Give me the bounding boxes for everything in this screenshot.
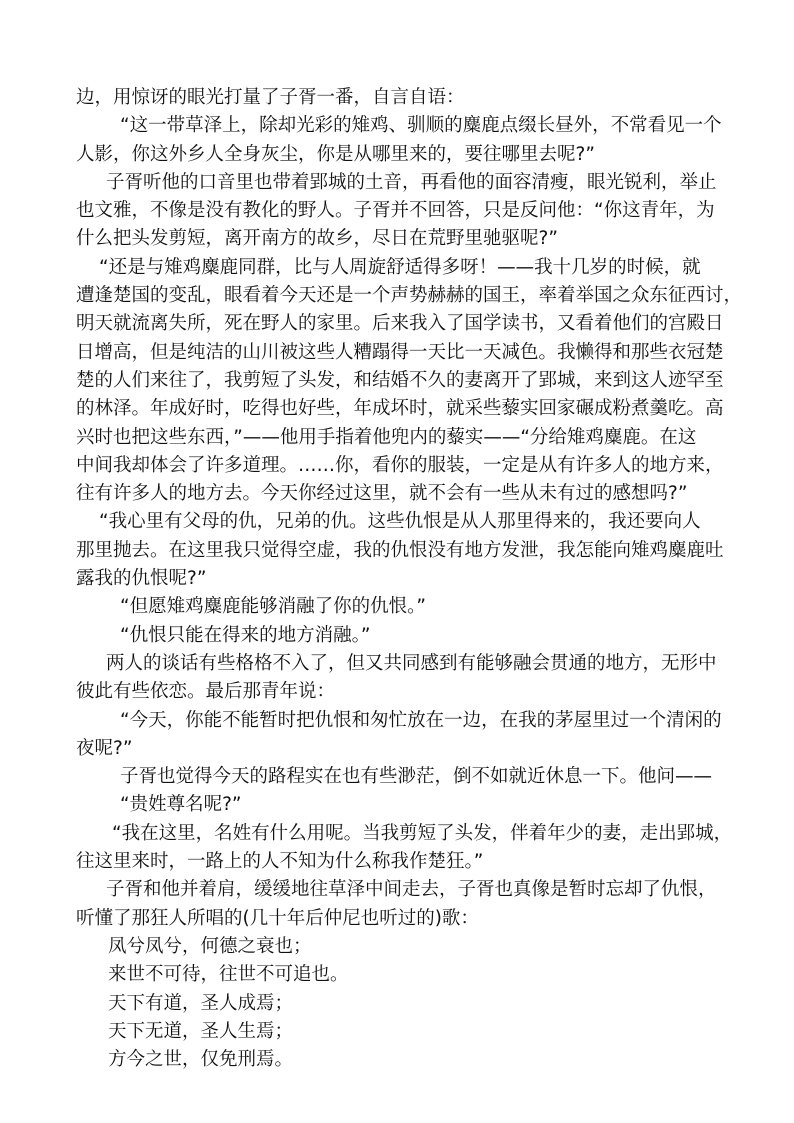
text-line: 日增高，但是纯洁的山川被这些人糟蹋得一天比一天减色。我懒得和那些衣冠楚 <box>76 341 724 363</box>
text-line: 子胥听他的口音里也带着郢城的土音，再看他的面容清瘦，眼光锐利，举止 <box>106 171 717 193</box>
text-line: 子胥也觉得今天的路程实在也有些渺茫，倒不如就近休息一下。他问—— <box>120 766 713 788</box>
body-text <box>76 84 743 1074</box>
text-line: “贵姓尊名呢?” <box>120 794 242 816</box>
text-line: 听懂了那狂人所唱的(几十年后仲尼也听过的)歌： <box>76 907 479 929</box>
text-line: “还是与雉鸡麋鹿同群，比与人周旋舒适得多呀！——我十几岁的时候，就 <box>99 256 701 278</box>
text-line: 两人的谈话有些格格不入了，但又共同感到有能够融会贯通的地方，无形中 <box>106 652 717 674</box>
text-line: 中间我却体会了许多道理。……你，看你的服装，一定是从有许多人的地方来， <box>76 454 724 476</box>
text-line: 也文雅，不像是没有教化的野人。子胥并不回答，只是反问他：“你这青年，为 <box>76 200 715 222</box>
text-line: 往有许多人的地方去。今天你经过这里，就不会有一些从未有过的感想吗?” <box>76 483 688 505</box>
text-line: 兴时也把这些东西，”——他用手指着他兜内的藜实——“分给雉鸡麋鹿。在这 <box>76 426 697 448</box>
text-line: 楚的人们来往了，我剪短了头发，和结婚不久的妻离开了郢城，来到这人迹罕至 <box>76 369 724 391</box>
text-line: 夜呢?” <box>76 737 133 759</box>
text-line: “我在这里，名姓有什么用呢。当我剪短了头发，伴着年少的妻，走出郢城， <box>112 822 733 844</box>
text-line: “但愿雉鸡麋鹿能够消融了你的仇恨。” <box>120 596 426 618</box>
text-line: “我心里有父母的仇，兄弟的仇。这些仇恨是从人那里得来的，我还要向人 <box>99 511 701 533</box>
text-line: “仇恨只能在得来的地方消融。” <box>120 624 371 646</box>
text-line: 明天就流离失所，死在野人的家里。后来我入了国学读书，又看着他们的宫殿日 <box>76 313 724 335</box>
text-line: 子胥和他并着肩，缓缓地往草泽中间走去，子胥也真像是暂时忘却了仇恨， <box>106 879 717 901</box>
poem-line: 天下无道，圣人生焉； <box>108 1020 294 1042</box>
poem-line: 凤兮凤兮，何德之衰也； <box>108 935 312 957</box>
text-line: 那里抛去。在这里我只觉得空虚，我的仇恨没有地方发泄，我怎能向雉鸡麋鹿吐 <box>76 539 724 561</box>
poem-line: 来世不可待，往世不可追也。 <box>108 964 349 986</box>
text-line: 彼此有些依恋。最后那青年说： <box>76 681 336 703</box>
poem-line: 天下有道，圣人成焉； <box>108 992 294 1014</box>
text-line: 的林泽。年成好时，吃得也好些，年成坏时，就采些藜实回家碾成粉煮羹吃。高 <box>76 398 724 420</box>
text-line: 边，用惊讶的眼光打量了子胥一番，自言自语： <box>76 87 465 108</box>
poem-line: 方今之世，仅免刑焉。 <box>108 1049 294 1071</box>
text-line: “今天，你能不能暂时把仇恨和匆忙放在一边，在我的茅屋里过一个清闲的 <box>120 709 722 731</box>
text-line: 露我的仇恨呢?” <box>76 568 207 590</box>
text-line: 往这里来时，一路上的人不知为什么称我作楚狂。” <box>76 851 484 873</box>
text-line: 人影，你这外乡人全身灰尘，你是从哪里来的，要往哪里去呢?” <box>76 143 595 165</box>
text-line: 什么把头发剪短，离开南方的故乡，尽日在荒野里驰驱呢?” <box>76 228 558 250</box>
text-line: 遭逢楚国的变乱，眼看着今天还是一个声势赫赫的国王，率着举国之众东征西讨， <box>76 285 743 307</box>
text-line: “这一带草泽上，除却光彩的雉鸡、驯顺的麋鹿点缀长昼外，不常看见一个 <box>120 115 722 137</box>
